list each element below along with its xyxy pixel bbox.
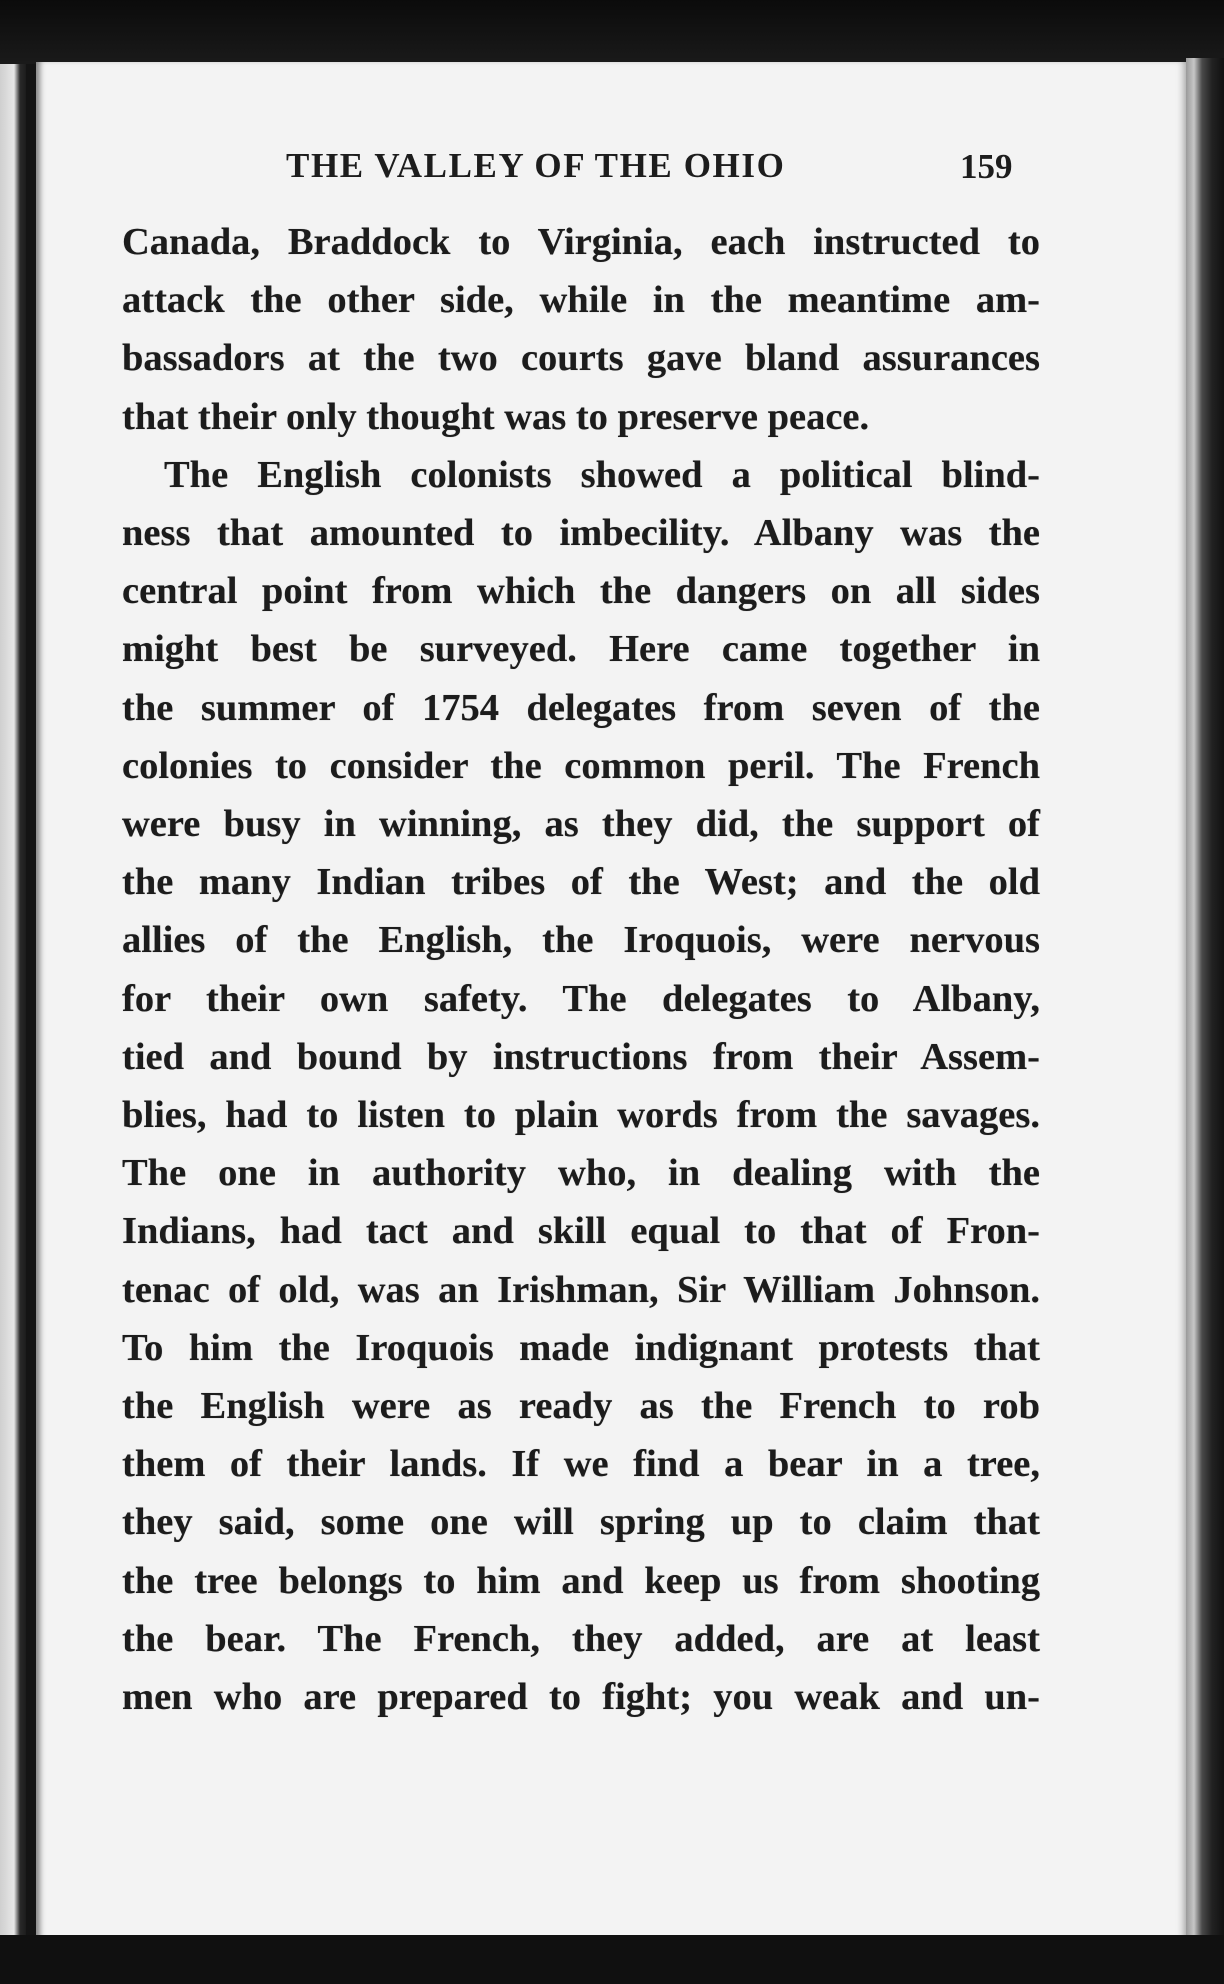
text-line: The English colonists showed a political blind- <box>164 453 1040 496</box>
text-line: the many Indian tribes of the West; and the old <box>122 861 1040 904</box>
running-title: THE VALLEY OF THE OHIO <box>286 146 786 185</box>
text-line: blies, had to listen to plain words from the savages. <box>122 1094 1040 1137</box>
text-line: tied and bound by instructions from their Assem- <box>122 1035 1040 1078</box>
text-line: The one in authority who, in dealing with the <box>122 1152 1040 1195</box>
facing-page-edge <box>0 64 26 1944</box>
text-line: To him the Iroquois made indignant protests that <box>122 1326 1040 1369</box>
text-line: them of their lands. If we find a bear in a tree, <box>122 1443 1040 1486</box>
text-line: might best be surveyed. Here came together in <box>122 628 1040 671</box>
text-line: the tree belongs to him and keep us from shooting <box>122 1559 1040 1602</box>
text-line: central point from which the dangers on all sides <box>122 570 1040 613</box>
text-line: allies of the English, the Iroquois, were nervous <box>122 919 1040 962</box>
running-header <box>0 146 1224 196</box>
scan-top-border <box>0 0 1224 64</box>
text-line: were busy in winning, as they did, the support of <box>122 803 1040 846</box>
text-line: ness that amounted to imbecility. Albany was the <box>122 512 1040 555</box>
text-line: tenac of old, was an Irishman, Sir William Johnson. <box>122 1268 1040 1311</box>
text-line: Canada, Braddock to Virginia, each instructed to <box>122 221 1040 263</box>
text-line: the English were as ready as the French to rob <box>122 1385 1040 1428</box>
text-line: bassadors at the two courts gave bland assurances <box>122 337 1040 380</box>
page-fore-edge <box>1186 58 1224 1948</box>
text-line: the summer of 1754 delegates from seven of the <box>122 686 1040 729</box>
text-line: the bear. The French, they added, are at least <box>122 1617 1040 1660</box>
text-line: they said, some one will spring up to claim that <box>122 1501 1040 1544</box>
text-line: colonies to consider the common peril. The French <box>122 744 1040 787</box>
text-line: attack the other side, while in the meantime am- <box>122 279 1040 322</box>
scan-bottom-border <box>0 1935 1224 1984</box>
text-line: men who are prepared to fight; you weak and un- <box>122 1676 1040 1719</box>
text-line: that their only thought was to preserve peace. <box>122 395 870 438</box>
body-text <box>122 213 1040 1726</box>
page-number: 159 <box>960 147 1013 186</box>
text-line: for their own safety. The delegates to Albany, <box>122 977 1040 1020</box>
text-line: Indians, had tact and skill equal to that of Fron- <box>122 1210 1040 1253</box>
